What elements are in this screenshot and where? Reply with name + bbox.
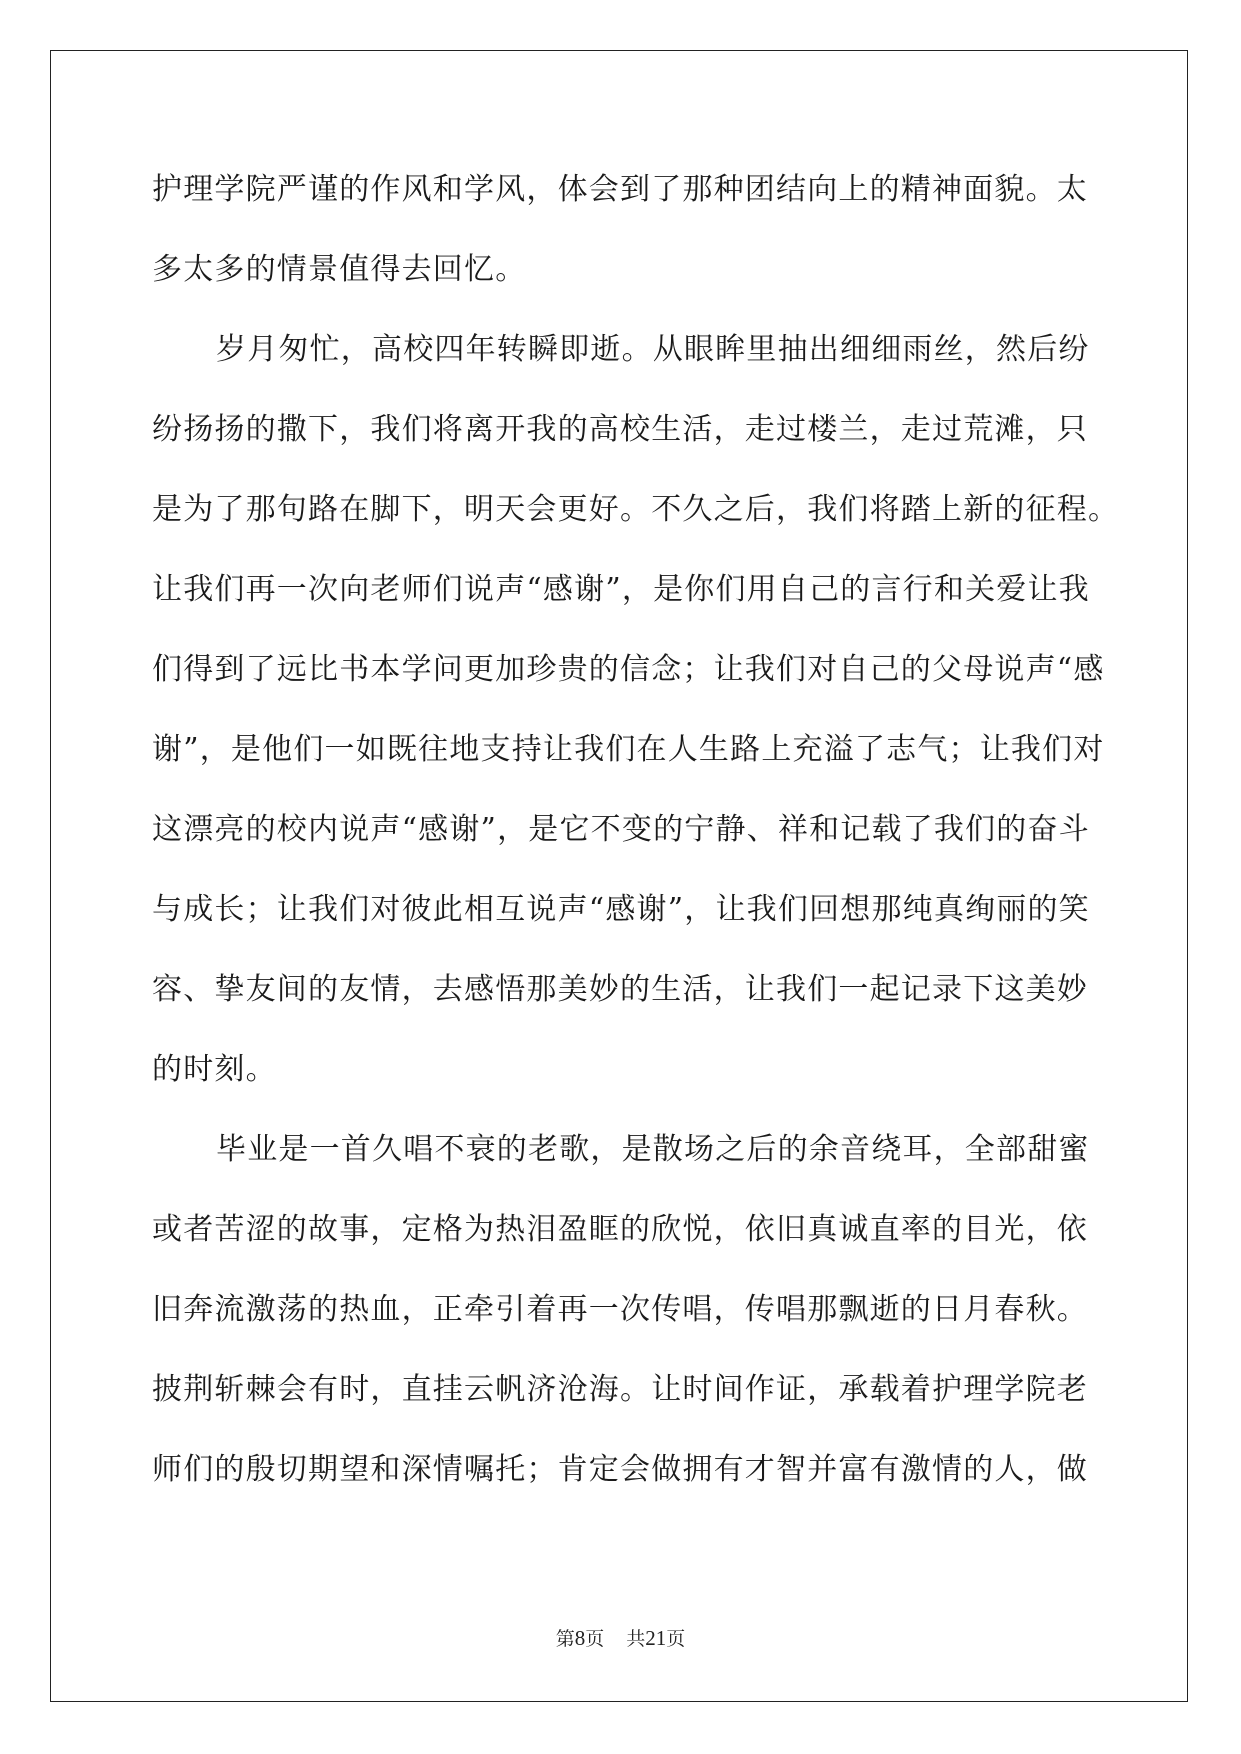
footer-page-number: 8 xyxy=(574,1626,586,1650)
text-line: 这漂亮的校内说声“感谢”，是它不变的宁静、祥和记载了我们的奋斗 xyxy=(152,812,1090,847)
text-line: 多太多的情景值得去回忆。 xyxy=(152,252,527,287)
footer-total-prefix: 共 xyxy=(626,1628,646,1650)
text-line: 的时刻。 xyxy=(152,1052,277,1087)
text-line: 是为了那句路在脚下，明天会更好。不久之后，我们将踏上新的征程。 xyxy=(152,492,1120,527)
text-line: 们得到了远比书本学问更加珍贵的信念；让我们对自己的父母说声“感 xyxy=(152,652,1105,687)
footer-page-suffix: 页 xyxy=(585,1628,605,1650)
text-line: 或者苦涩的故事，定格为热泪盈眶的欣悦，依旧真诚直率的目光，依 xyxy=(152,1212,1088,1247)
footer-total-suffix: 页 xyxy=(666,1628,686,1650)
page-footer xyxy=(0,1624,1241,1651)
document-body xyxy=(152,162,1120,1522)
text-line: 容、挚友间的友情，去感悟那美妙的生活，让我们一起记录下这美妙 xyxy=(152,972,1088,1007)
text-line: 岁月匆忙，高校四年转瞬即逝。从眼眸里抽出细细雨丝，然后纷 xyxy=(216,332,1090,367)
text-line: 披荆斩棘会有时，直挂云帆济沧海。让时间作证，承载着护理学院老 xyxy=(152,1372,1088,1407)
footer-page-prefix: 第 xyxy=(555,1628,575,1650)
text-line: 毕业是一首久唱不衰的老歌，是散场之后的余音绕耳，全部甜蜜 xyxy=(216,1132,1090,1167)
text-line: 师们的殷切期望和深情嘱托；肯定会做拥有才智并富有激情的人，做 xyxy=(152,1452,1088,1487)
text-line: 旧奔流激荡的热血，正牵引着再一次传唱，传唱那飘逝的日月春秋。 xyxy=(152,1292,1088,1327)
footer-total-pages: 21 xyxy=(645,1626,667,1650)
text-line: 纷扬扬的撒下，我们将离开我的高校生活，走过楼兰，走过荒滩，只 xyxy=(152,412,1088,447)
text-line: 护理学院严谨的作风和学风，体会到了那种团结向上的精神面貌。太 xyxy=(152,172,1088,207)
text-line: 让我们再一次向老师们说声“感谢”，是你们用自己的言行和关爱让我 xyxy=(152,572,1090,607)
text-line: 谢”，是他们一如既往地支持让我们在人生路上充溢了志气；让我们对 xyxy=(152,732,1105,767)
text-line: 与成长；让我们对彼此相互说声“感谢”，让我们回想那纯真绚丽的笑 xyxy=(152,892,1090,927)
